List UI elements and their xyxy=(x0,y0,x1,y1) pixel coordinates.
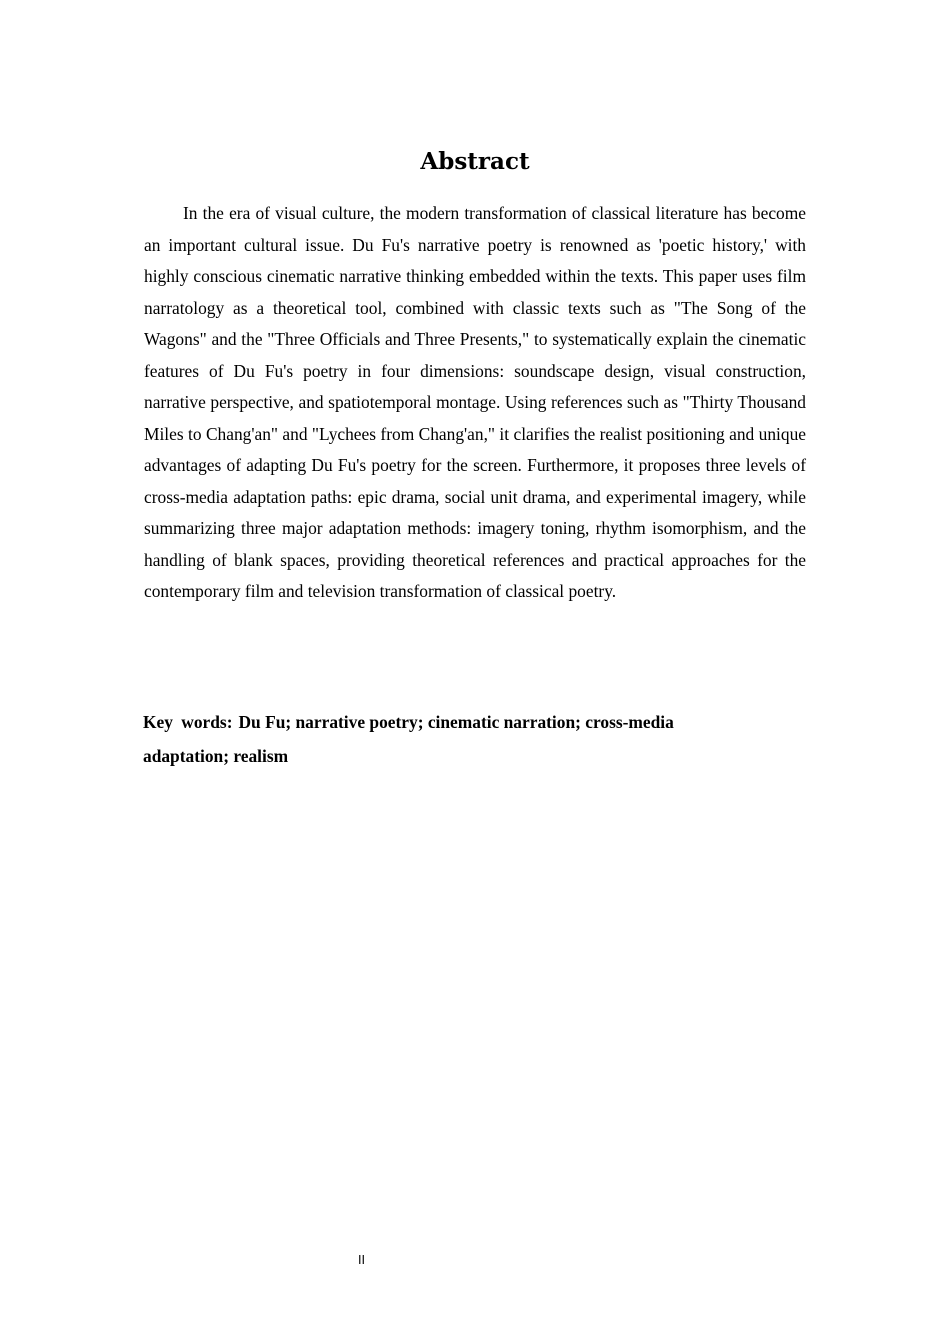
page-number: II xyxy=(358,1253,366,1267)
abstract-paragraph: In the era of visual culture, the modern transformation of classical literature has become an important cultural issue. Du Fu's narrative poetry is renowned as 'poetic history,' with highly conscious cinematic narrative thinking embedded within the texts. This paper uses film narratology as a theoretical tool, combined with classic texts such as "The Song of the Wagons" and the "Three Officials and Three Presents," to systematically explain the cinematic features of Du Fu's poetry in four dimensions: soundscape design, visual construction, narrative perspective, and spatiotemporal montage. Using references such as "Thirty Thousand Miles to Chang'an" and "Lychees from Chang'an," it clarifies the realist positioning and unique advantages of adapting Du Fu's poetry for the screen. Furthermore, it proposes three levels of cross-media adaptation paths: epic drama, social unit drama, and experimental imagery, while summarizing three major adaptation methods: imagery toning, rhythm isomorphism, and the handling of blank spaces, providing theoretical references and practical approaches for the contemporary film and television transformation of classical poetry. xyxy=(144,203,806,601)
keywords-label: Key words: xyxy=(143,712,233,732)
keywords-line xyxy=(143,705,763,773)
keywords-list: Du Fu; narrative poetry; cinematic narration; cross-media adaptation; realism xyxy=(143,712,674,766)
abstract-title: Abstract xyxy=(420,148,530,175)
